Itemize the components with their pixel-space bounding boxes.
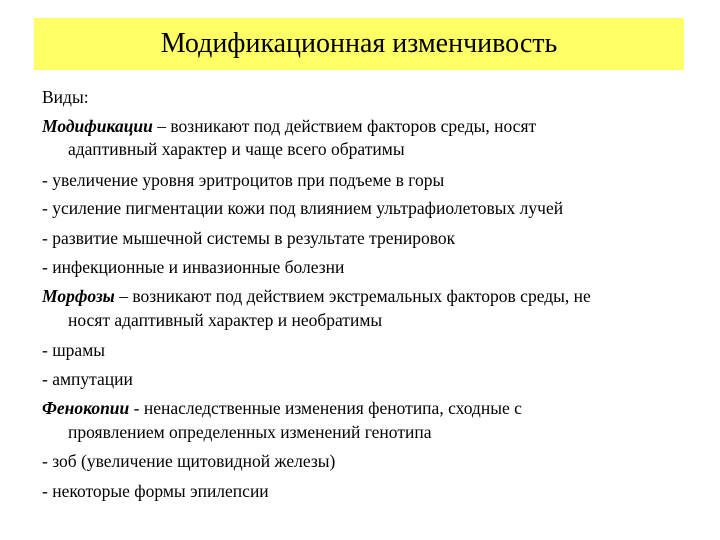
morphoses-definition-text: – возникают под действием экстремальных факторов среды, не bbox=[114, 286, 591, 306]
title-banner bbox=[34, 18, 684, 70]
modifications-example-4: - инфекционные и инвазионные болезни bbox=[42, 257, 345, 277]
phenocopies-term: Фенокопии bbox=[42, 398, 130, 418]
modifications-example-2: - усиление пигментации кожи под влиянием ультрафиолетовых лучей bbox=[42, 198, 564, 218]
phenocopies-definition bbox=[42, 397, 522, 419]
phenocopies-definition-text: - ненаследственные изменения фенотипа, сходные с bbox=[129, 398, 522, 418]
intro-line: Виды: bbox=[42, 87, 89, 107]
phenocopies-example-2: - некоторые формы эпилепсии bbox=[42, 481, 269, 501]
modifications-definition bbox=[42, 115, 536, 137]
morphoses-definition-continued: носят адаптивный характер и необратимы bbox=[68, 310, 383, 330]
phenocopies-example-1: - зоб (увеличение щитовидной железы) bbox=[42, 451, 336, 471]
morphoses-example-1: - шрамы bbox=[42, 340, 106, 360]
morphoses-term: Морфозы bbox=[42, 286, 115, 306]
modifications-definition-text: – возникают под действием факторов среды, носят bbox=[152, 116, 537, 136]
morphoses-example-2: - ампутации bbox=[42, 369, 133, 389]
phenocopies-definition-continued: проявлением определенных изменений генотипа bbox=[68, 422, 432, 442]
modifications-definition-continued: адаптивный характер и чаще всего обратимы bbox=[68, 139, 405, 159]
morphoses-definition bbox=[42, 285, 591, 307]
slide-title: Модификационная изменчивость bbox=[160, 28, 558, 59]
modifications-term: Модификации bbox=[42, 116, 153, 136]
modifications-example-1: - увеличение уровня эритроцитов при подъеме в горы bbox=[42, 170, 445, 190]
modifications-example-3: - развитие мышечной системы в результате тренировок bbox=[42, 228, 456, 248]
